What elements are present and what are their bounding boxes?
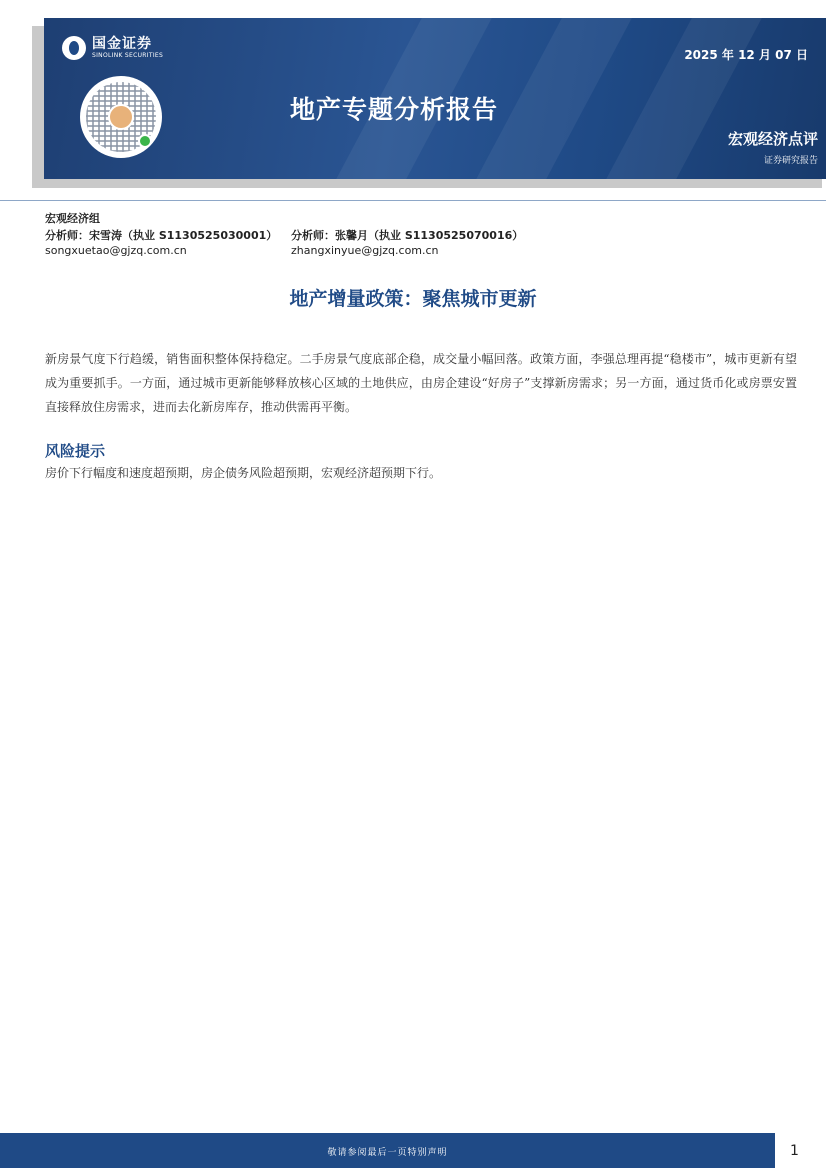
- article-headline: 地产增量政策：聚焦城市更新: [289, 288, 537, 310]
- analyst-1-email[interactable]: songxuetao@gjzq.com.cn: [45, 244, 187, 257]
- page-number: 1: [790, 1143, 799, 1159]
- report-category: 宏观经济点评: [727, 130, 818, 148]
- report-date: 2025 年 12 月 07 日: [684, 48, 808, 62]
- header-banner: [44, 18, 826, 179]
- research-group: 宏观经济组: [45, 212, 100, 225]
- qr-code-icon: [80, 76, 162, 158]
- analyst-2: 分析师：张馨月（执业 S1130525070016）: [291, 229, 524, 242]
- logo-en: SINOLINK SECURITIES: [92, 52, 164, 59]
- risk-text: 房价下行幅度和速度超预期，房企债务风险超预期，宏观经济超预期下行。: [45, 466, 442, 480]
- header-divider: [0, 200, 826, 201]
- analyst-1: 分析师：宋雪涛（执业 S1130525030001）: [45, 229, 278, 242]
- risk-title: 风险提示: [45, 442, 106, 460]
- summary-paragraph: 新房景气度下行趋缓，销售面积整体保持稳定。二手房景气度底部企稳，成交量小幅回落。政策方面，李强总理再提“稳楼市”，城市更新有望成为重要抓手。一方面，通过城市更新能够释放核心区域的土地供应，由房企建设“好房子”支撑新房需求；另一方面，通过货币化或房票安置直接释放住房需求，进而去化新房库存，推动供需再平衡。: [45, 352, 797, 414]
- analyst-2-email[interactable]: zhangxinyue@gjzq.com.cn: [291, 244, 439, 257]
- report-type: 证券研究报告: [763, 156, 818, 166]
- logo-icon: [62, 36, 86, 60]
- footer-disclaimer: 敬请参阅最后一页特别声明: [327, 1148, 448, 1158]
- logo-cn: 国金证券: [92, 36, 152, 52]
- report-title: 地产专题分析报告: [290, 95, 499, 124]
- company-logo: [62, 36, 163, 60]
